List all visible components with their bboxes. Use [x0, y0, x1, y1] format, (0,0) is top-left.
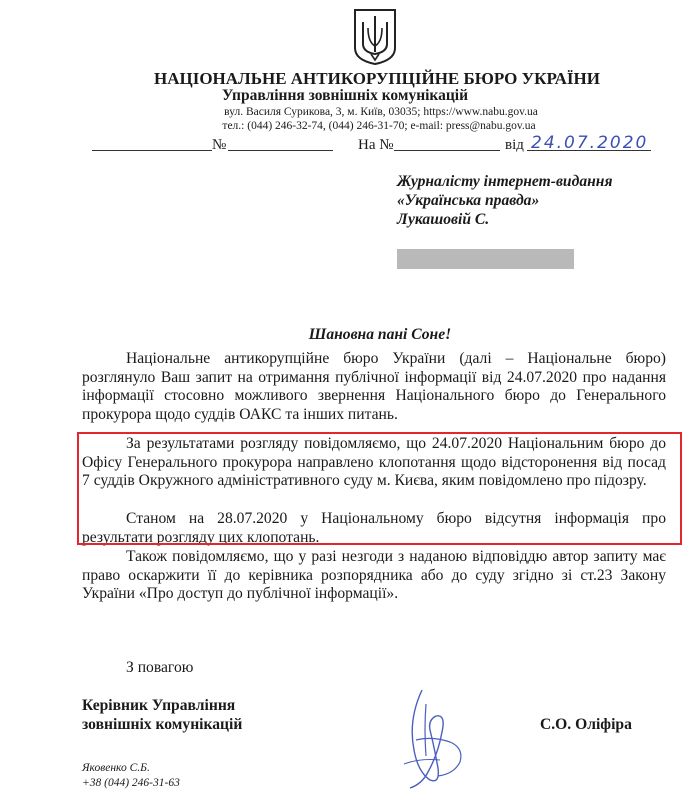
outgoing-number-value-line	[228, 150, 333, 151]
date-label: від	[505, 137, 524, 153]
paragraph-1-text: Національне антикорупційне бюро України (далі – Національне бюро) розглянуло Ваш запит на отримання публічної інформації від 24.07.2020 про надання інформації стосовно можливого звернення Національного бюро до Генерального прокурора щодо суддів ОАКС та інших питань.	[82, 350, 666, 423]
closing: З повагою	[126, 659, 194, 676]
paragraph-3-text: Станом на 28.07.2020 у Національному бюро відсутня інформація про результати розгляду цих клопотань.	[82, 510, 666, 546]
executor-name: Яковенко С.Б.	[82, 762, 150, 774]
org-address: вул. Василя Сурикова, 3, м. Київ, 03035; https://www.nabu.gov.ua	[224, 106, 538, 118]
recipient-line-3: Лукашовій С.	[397, 211, 490, 228]
org-name: НАЦІОНАЛЬНЕ АНТИКОРУПЦІЙНЕ БЮРО УКРАЇНИ	[154, 69, 600, 88]
paragraph-2-text: За результатами розгляду повідомляємо, що 24.07.2020 Національним бюро до Офісу Генерального прокурора направлено клопотання щодо відсторонення від посад 7 суддів Окружного адміністративного суду м. Києва, яким повідомлено про підозру.	[82, 435, 666, 490]
paragraph-4	[82, 548, 666, 604]
redacted-block	[397, 249, 574, 269]
outgoing-number-line	[92, 150, 212, 151]
paragraph-4-text: Також повідомляємо, що у разі незгоди з наданою відповіддю автор запиту має право оскаржити її до керівника розпорядника або до суду згідно зі ст.23 Закону України «Про доступ до публічної інформації».	[82, 548, 666, 603]
date-value: 24.07.2020	[531, 133, 649, 153]
greeting: Шановна пані Соне!	[308, 326, 452, 343]
paragraph-1	[82, 350, 666, 424]
signatory-position-line-1: Керівник Управління	[82, 697, 236, 714]
recipient-line-1: Журналісту інтернет-видання	[397, 173, 613, 190]
executor-phone: +38 (044) 246-31-63	[82, 777, 180, 789]
signatory-name: С.О. Оліфіра	[540, 716, 632, 733]
org-contacts: тел.: (044) 246-32-74, (044) 246-31-70; e-mail: press@nabu.gov.ua	[222, 120, 536, 132]
handwritten-signature	[380, 680, 490, 795]
incoming-number-label: На №	[358, 137, 394, 153]
highlight-box	[77, 432, 682, 545]
recipient-line-2: «Українська правда»	[397, 192, 540, 209]
incoming-number-line	[394, 150, 500, 151]
outgoing-number-label: №	[212, 137, 227, 153]
coat-of-arms-icon	[353, 8, 397, 66]
department-name: Управління зовнішніх комунікацій	[221, 87, 469, 104]
signatory-position-line-2: зовнішніх комунікацій	[82, 716, 243, 733]
